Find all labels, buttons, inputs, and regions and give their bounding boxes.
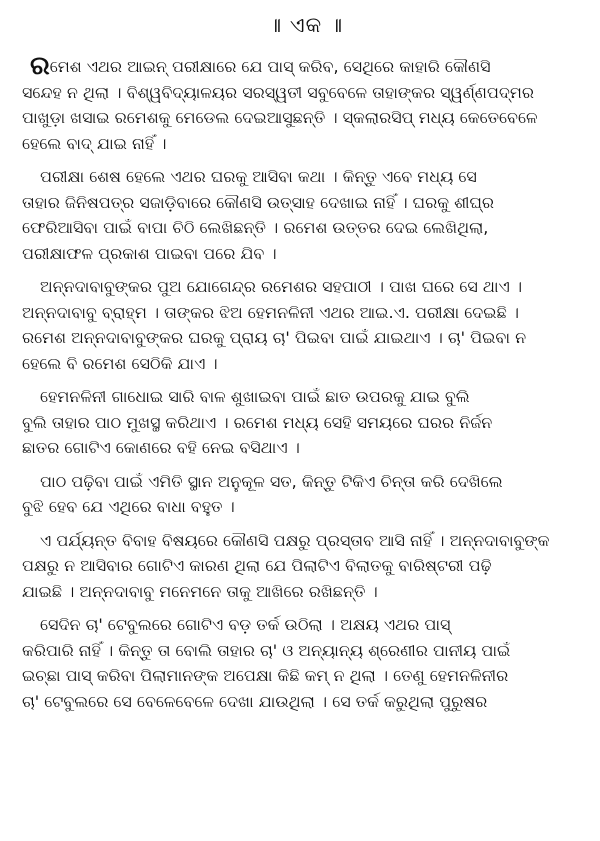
text-line: ଛାତର ଗୋଟିଏ କୋଣରେ ବହି ନେଇ ବସିଥାଏ । <box>22 438 300 457</box>
text-line-content: ମେଶ ଏଥର ଆଇନ୍ ପରୀକ୍ଷାରେ ଯେ ପାସ୍ କରିବ, ସେଥିରେ କାହାରି କୌଣସି <box>49 57 491 76</box>
text-line: ସେଦିନ ଚା' ଟେବୁଲରେ ଗୋଟିଏ ବଡ଼ ତର୍କ ଉଠିଲା । ଅକ୍ଷୟ ଏଥର ପାସ୍ <box>40 615 451 634</box>
paragraph-6 <box>22 528 590 605</box>
text-line: ହେଲେ ବି ରମେଶ ସେଠିକି ଯାଏ । <box>22 353 218 373</box>
text-line: ଏ ପର୍ଯ୍ୟନ୍ତ ବିବାହ ବିଷୟରେ କୌଣସି ପକ୍ଷରୁ ପ୍ରସ୍ତାବ ଆସି ନାହିଁ । ଅନ୍ନଦାବାବୁଙ୍କ <box>40 530 550 550</box>
text-line: ଚା' ଟେବୁଲରେ ସେ ବେଳେବେଳେ ଦେଖା ଯାଉଥିଲା । ସେ ତର୍କ କରୁଥିଲା ପୁରୁଷର <box>22 691 488 711</box>
text-line: ରମେଶ ଅନ୍ନଦାବାବୁଙ୍କର ଘରକୁ ପ୍ରାୟ ଚା' ପିଇବା ପାଇଁ ଯାଇଥାଏ । ଚା' ପିଇବା ନ <box>22 328 527 347</box>
text-line: ଯାଇଛି । ଅନ୍ନଦାବାବୁ ମନେମନେ ତାକୁ ଆଖିରେ ରଖିଛନ୍ତି । <box>22 581 378 601</box>
text-line: ପକ୍ଷରୁ ନ ଆସିବାର ଗୋଟିଏ କାରଣ ଥିଲା ଯେ ପିଲାଟିଏ ବିଲାତକୁ ବାରିଷ୍ଟରୀ ପଢ଼ି <box>22 556 492 575</box>
paragraph-5 <box>22 469 590 520</box>
text-line: ବୁଲି ତାହାର ପାଠ ମୁଖସ୍ଥ କରିଥାଏ । ରମେଶ ମଧ୍ୟ ସେହି ସମୟରେ ଘରର ନିର୍ଜନ <box>22 412 493 432</box>
chapter-heading: ॥ ଏକ ॥ <box>268 13 344 37</box>
text-line: ହେଲେ ବାଦ୍ ଯାଇ ନାହିଁ । <box>22 133 167 153</box>
text-line: ଅନ୍ନଦାବାବୁଙ୍କର ପୁଅ ଯୋଗେନ୍ଦ୍ର ରମେଶର ସହପାଠୀ । ପାଖ ଘରେ ସେ ଥାଏ । <box>40 277 523 296</box>
paragraph-1 <box>22 54 590 156</box>
paragraph-3 <box>22 274 590 376</box>
text-line: ପରୀକ୍ଷାଫଳ ପ୍ରକାଶ ପାଇବା ପରେ ଯିବ । <box>22 243 277 263</box>
drop-cap-letter: ର <box>30 54 50 80</box>
text-line: ତାହାର ଜିନିଷପତ୍ର ସଜାଡ଼ିବାରେ କୌଣସି ଉତ୍ସାହ ଦେଖାଇ ନାହିଁ । ଘରକୁ ଶୀଘ୍ର <box>22 192 495 212</box>
text-line: ଫେରିଆସିବା ପାଇଁ ବାପା ଚିଠି ଲେଖିଛନ୍ତି । ରମେଶ ଉତ୍ତର ଦେଇ ଲେଖିଥିଲା, <box>22 218 489 237</box>
text-line: ପରୀକ୍ଷା ଶେଷ ହେଲେ ଏଥର ଘରକୁ ଆସିବା କଥା । କିନ୍ତୁ ଏବେ ମଧ୍ୟ ସେ <box>40 167 477 186</box>
text-line: ପାଠ ପଢ଼ିବା ପାଇଁ ଏମିତି ସ୍ଥାନ ଅନୁକୂଳ ସତ, କିନ୍ତୁ ଟିକିଏ ଚିନ୍ତା କରି ଦେଖିଲେ <box>40 471 503 491</box>
text-line: ହେମନଳିନୀ ଗାଧୋଇ ସାରି ବାଳ ଶୁଖାଇବା ପାଇଁ ଛାତ ଉପରକୁ ଯାଇ ବୁଲି <box>40 387 470 406</box>
text-line: କରିପାରି ନାହିଁ । କିନ୍ତୁ ତା ବୋଲି ତାହାର ଚା' ଓ ଅନ୍ୟାନ୍ୟ ଶ୍ରେଣୀର ପାନୀୟ ପାଇଁ <box>22 640 511 660</box>
text-line: ଅନ୍ନଦାବାବୁ ବ୍ରାହ୍ମ । ତାଙ୍କର ଝିଅ ହେମନଳିନୀ ଏଥର ଆଇ.ଏ. ପରୀକ୍ଷା ଦେଇଛି । <box>22 302 520 322</box>
paragraph-7 <box>22 612 590 714</box>
paragraph-4 <box>22 384 590 461</box>
text-line <box>22 54 590 80</box>
text-line: ପାଖୁଡ଼ା ଖସାଇ ରମେଶକୁ ମେଡେଲ ଦେଇଆସୁଛନ୍ତି । ସ୍କଲାରସିପ୍ ମଧ୍ୟ କେତେବେଳେ <box>22 108 538 127</box>
paragraph-2 <box>22 164 590 266</box>
text-line: ବୁଝି ହେବ ଯେ ଏଥିରେ ବାଧା ବହୁତ । <box>22 497 235 516</box>
book-page <box>22 10 590 836</box>
text-line: ସନ୍ଦେହ ନ ଥିଲା । ବିଶ୍ୱବିଦ୍ୟାଳୟର ସରସ୍ୱତୀ ସବୁବେଳେ ତାହାଙ୍କର ସ୍ୱର୍ଣ୍ଣପଦ୍ମର <box>22 82 534 102</box>
text-line: ଇଚ୍ଛା ପାସ୍ କରିବା ପିଲାମାନଙ୍କ ଅପେକ୍ଷା କିଛି କମ୍ ନ ଥିଲା । ତେଣୁ ହେମନଳିନୀର <box>22 666 509 685</box>
